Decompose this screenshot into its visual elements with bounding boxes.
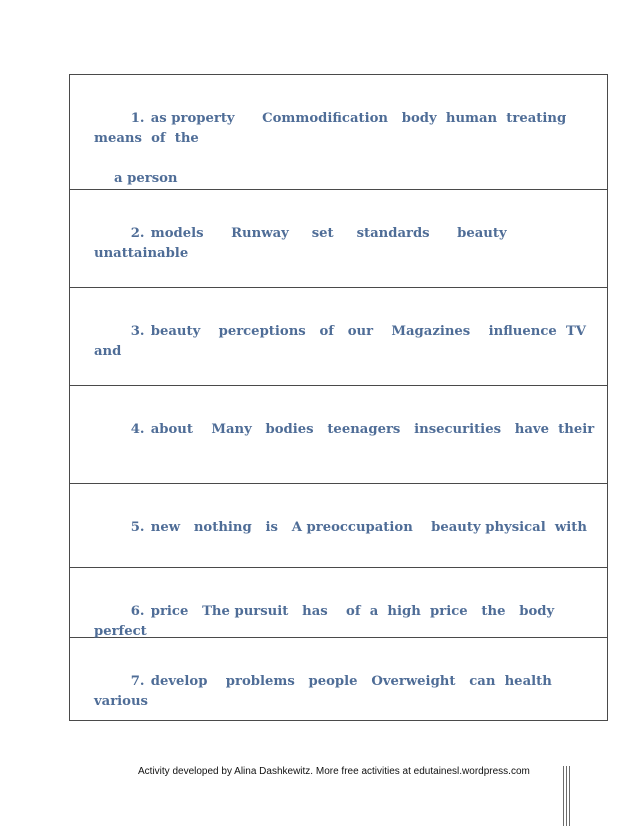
scrambled-sentence bbox=[94, 204, 601, 284]
row-number: 5. bbox=[130, 520, 145, 535]
sentence-words: models Runway set standards beauty unattainable bbox=[94, 226, 526, 261]
table-row bbox=[70, 484, 607, 568]
sentence-words: beauty perceptions of our Magazines influence TV and bbox=[94, 324, 605, 359]
row-number: 2. bbox=[130, 226, 145, 241]
table-row bbox=[70, 386, 607, 484]
table-row bbox=[70, 288, 607, 386]
footer-bar-line bbox=[566, 766, 567, 826]
row-number: 6. bbox=[130, 604, 145, 619]
footer-bar-line bbox=[569, 766, 570, 826]
footer-bar-line bbox=[563, 766, 564, 826]
table-row bbox=[70, 190, 607, 288]
footer-credit: Activity developed by Alina Dashkewitz. More free activities at edutainesl.wordpress.com bbox=[138, 766, 530, 777]
table-row bbox=[70, 75, 607, 190]
row-number: 4. bbox=[130, 422, 145, 437]
sentence-words: as property Commodification body human treating means of the bbox=[94, 111, 576, 146]
sentence-words: about Many bodies teenagers insecurities have their bbox=[150, 422, 595, 437]
sentence-words: develop problems people Overweight can health various bbox=[94, 674, 561, 709]
scrambled-sentence bbox=[94, 302, 605, 382]
scrambled-sentence bbox=[94, 652, 601, 732]
table-row bbox=[70, 568, 607, 638]
scrambled-sentence bbox=[94, 400, 601, 460]
table-row bbox=[70, 638, 607, 720]
footer-decorative-bars bbox=[563, 766, 573, 826]
row-number: 3. bbox=[130, 324, 145, 339]
row-number: 1. bbox=[130, 111, 145, 126]
sentence-words: price The pursuit has of a high price the body perfect bbox=[94, 604, 568, 639]
scrambled-sentences-table bbox=[69, 74, 608, 721]
scrambled-sentence bbox=[94, 498, 601, 558]
sentence-words-continued: a person bbox=[114, 171, 178, 186]
row-number: 7. bbox=[130, 674, 145, 689]
sentence-words: new nothing is A preoccupation beauty physical with bbox=[150, 520, 587, 535]
